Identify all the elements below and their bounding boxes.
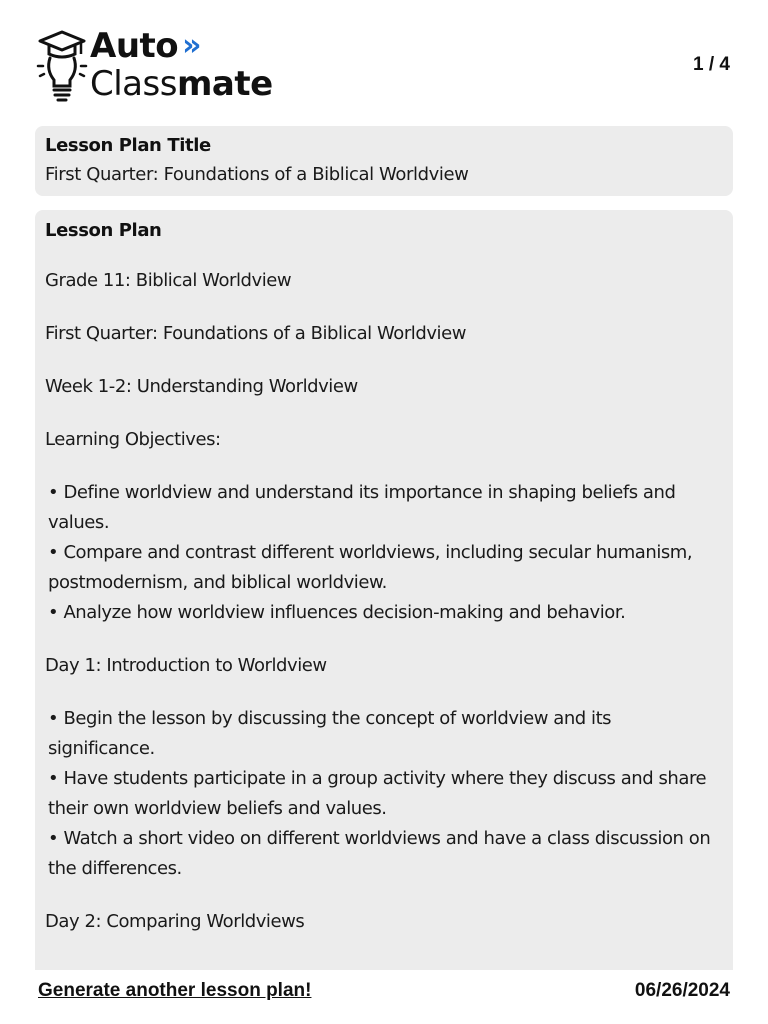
day1-activities-list [45,704,723,884]
lesson-plan-body [45,266,723,937]
day2-label: Day 2: Comparing Worldviews [45,911,305,932]
lesson-plan-title-text: First Quarter: Foundations of a Biblical Worldview [45,164,469,185]
day1-label: Day 1: Introduction to Worldview [45,655,327,676]
logo-mate-text: mate [176,64,273,104]
day1-activity-item: • Have students participate in a group activity where they discuss and share their own worldview beliefs and values. [48,768,707,819]
week-line: Week 1-2: Understanding Worldview [45,376,358,397]
generate-another-lesson-plan-link[interactable]: Generate another lesson plan! [38,980,312,1001]
day1-activity-item: • Watch a short video on different worldviews and have a class discussion on the differences. [48,828,711,879]
day1-activity-item: • Begin the lesson by discussing the concept of worldview and its significance. [48,708,612,759]
logo-wordmark-bottom [90,64,273,104]
logo [36,26,296,106]
logo-class-text: Class [90,64,177,104]
page-indicator: 1 / 4 [693,54,730,75]
lesson-plan-title-heading: Lesson Plan Title [45,135,211,156]
objective-item: • Compare and contrast different worldviews, including secular humanism, postmodernism, and biblical worldview. [48,542,693,593]
grade-line: Grade 11: Biblical Worldview [45,270,292,291]
lesson-plan-title-card [35,126,733,196]
lesson-plan-heading: Lesson Plan [45,220,162,241]
objective-item: • Analyze how worldview influences decision-making and behavior. [48,602,626,623]
date-label: 06/26/2024 [634,980,730,1001]
header [36,26,732,106]
lesson-plan-card[interactable] [35,210,733,970]
objective-item: • Define worldview and understand its importance in shaping beliefs and values. [48,482,676,533]
double-chevron-icon: » [182,28,202,63]
lightbulb-graduation-cap-icon [36,28,88,102]
logo-auto-text: Auto [90,26,179,66]
objectives-label: Learning Objectives: [45,429,221,450]
objectives-list [45,478,723,628]
quarter-line: First Quarter: Foundations of a Biblical Worldview [45,323,466,344]
logo-wordmark-top [90,26,201,68]
